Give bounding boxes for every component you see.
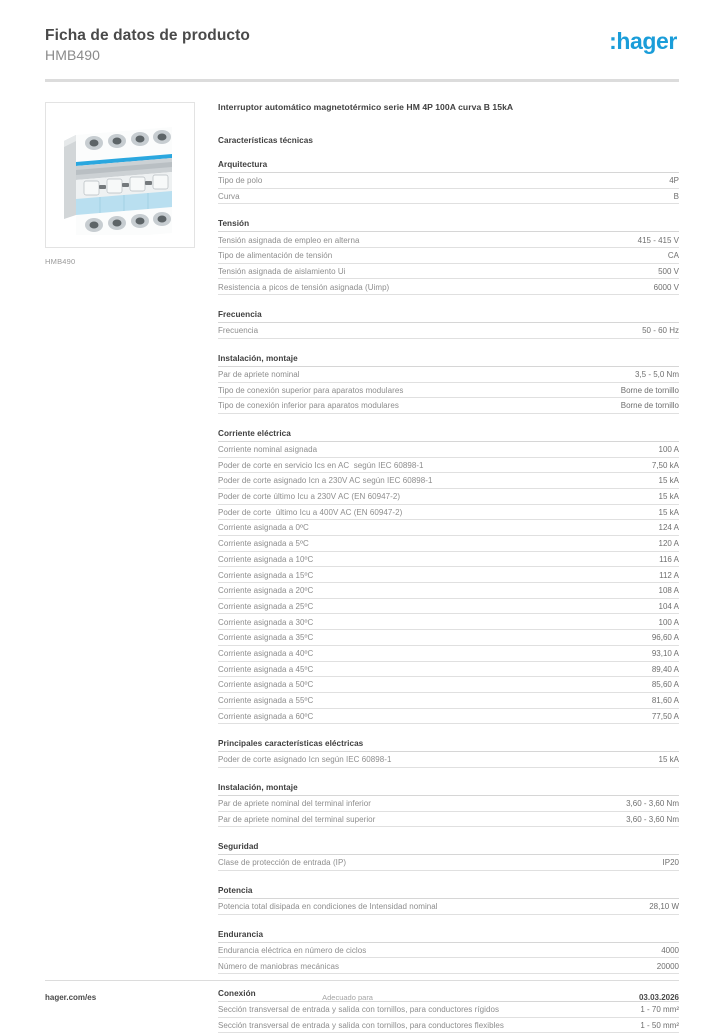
spec-value: 50 - 60 Hz	[642, 326, 679, 336]
page-title: Ficha de datos de producto	[45, 27, 250, 44]
spec-row	[218, 630, 679, 646]
spec-row	[218, 943, 679, 959]
spec-row	[218, 458, 679, 474]
spec-row	[218, 536, 679, 552]
spec-label: Corriente asignada a 0ºC	[218, 523, 309, 533]
spec-value: IP20	[662, 858, 679, 868]
spec-group	[218, 930, 679, 974]
spec-label: Resistencia a picos de tensión asignada (Uimp)	[218, 282, 390, 292]
spec-value: 100 A	[658, 445, 679, 454]
spec-row	[218, 398, 679, 414]
spec-row	[218, 489, 679, 505]
spec-row	[218, 677, 679, 693]
spec-label: Par de apriete nominal del terminal inferior	[218, 799, 371, 809]
product-description: Interruptor automático magnetotérmico serie HM 4P 100A curva B 15kA	[218, 102, 514, 113]
spec-row	[218, 505, 679, 521]
spec-group	[218, 310, 679, 339]
spec-row	[218, 264, 679, 280]
spec-row	[218, 473, 679, 489]
spec-row	[218, 693, 679, 709]
product-image-column	[45, 102, 215, 1033]
spec-label: Corriente asignada a 5ºC	[218, 539, 309, 549]
footer-note: Adecuado para	[322, 993, 373, 1002]
spec-row	[218, 442, 679, 458]
spec-group	[218, 842, 679, 871]
spec-group	[218, 219, 679, 295]
spec-group	[218, 886, 679, 915]
spec-value: 93,10 A	[651, 648, 679, 658]
spec-value: 108 A	[658, 586, 679, 596]
spec-label: Tipo de polo	[218, 176, 263, 186]
spec-group-title: Potencia	[218, 886, 679, 899]
spec-value: 15 kA	[658, 755, 679, 765]
spec-label: Tipo de conexión superior para aparatos modulares	[218, 385, 404, 395]
spec-label: Corriente asignada a 30ºC	[218, 617, 314, 627]
spec-group-title: Instalación, montaje	[218, 783, 679, 796]
spec-label: Curva	[218, 191, 240, 201]
spec-row	[218, 1018, 679, 1033]
product-image	[45, 102, 195, 248]
spec-value: 20000	[656, 961, 679, 971]
spec-label: Poder de corte último Icu a 230V AC (EN 60947-2)	[218, 492, 401, 502]
spec-row	[218, 646, 679, 662]
spec-value: 85,60 A	[651, 680, 679, 690]
spec-value: Borne de tornillo	[620, 401, 679, 411]
spec-group	[218, 160, 679, 204]
footer-website-link[interactable]: hager.com/es	[45, 993, 97, 1002]
spec-value: 15 kA	[658, 476, 679, 486]
spec-row	[218, 173, 679, 189]
spec-label: Par de apriete nominal	[218, 369, 300, 379]
circuit-breaker-icon	[54, 115, 186, 235]
spec-group-title: Endurancia	[218, 930, 679, 943]
spec-label: Par de apriete nominal del terminal superior	[218, 814, 376, 824]
spec-row	[218, 567, 679, 583]
spec-row	[218, 855, 679, 871]
spec-label: Tensión asignada de empleo en alterna	[218, 235, 360, 245]
spec-value: 120 A	[658, 539, 679, 549]
spec-label: Número de maniobras mecánicas	[218, 961, 340, 971]
spec-value: 104 A	[658, 601, 679, 611]
spec-group	[218, 739, 679, 768]
spec-row	[218, 583, 679, 599]
spec-value: 3,60 - 3,60 Nm	[626, 799, 679, 809]
spec-value: 89,40 A	[651, 664, 679, 674]
spec-value: B	[673, 191, 679, 201]
spec-value: 3,60 - 3,60 Nm	[626, 814, 679, 824]
spec-row	[218, 599, 679, 615]
spec-value: 15 kA	[658, 507, 679, 517]
spec-value: 112 A	[659, 570, 679, 580]
spec-group-title: Seguridad	[218, 842, 679, 855]
spec-label: Poder de corte asignado Icn según IEC 60898-1	[218, 755, 392, 765]
spec-group-title: Instalación, montaje	[218, 354, 679, 367]
spec-group-title: Frecuencia	[218, 310, 679, 323]
spec-group-title: Corriente eléctrica	[218, 429, 679, 442]
spec-row	[218, 752, 679, 768]
spec-group-title: Conexión	[218, 989, 679, 1002]
spec-group	[218, 429, 679, 724]
specifications-column	[215, 102, 679, 1033]
technical-characteristics-heading: Características técnicas	[218, 136, 313, 146]
spec-label: Corriente asignada a 55ºC	[218, 696, 314, 705]
spec-label: Corriente asignada a 60ºC	[218, 711, 314, 721]
spec-label: Tipo de alimentación de tensión	[218, 251, 333, 261]
spec-row	[218, 552, 679, 568]
spec-row	[218, 709, 679, 725]
page-content	[45, 82, 679, 1033]
spec-label: Corriente asignada a 15ºC	[218, 570, 314, 580]
spec-row	[218, 812, 679, 828]
spec-value: 28,10 W	[649, 902, 679, 912]
spec-label: Corriente asignada a 25ºC	[218, 601, 314, 611]
page-footer	[45, 980, 679, 1002]
spec-row	[218, 520, 679, 536]
spec-row	[218, 899, 679, 915]
spec-row	[218, 323, 679, 339]
spec-value: 3,5 - 5,0 Nm	[634, 369, 679, 379]
spec-value: 81,60 A	[651, 696, 679, 705]
page-header	[45, 0, 679, 65]
spec-value: 4000	[661, 945, 679, 955]
spec-value: 96,60 A	[651, 633, 679, 643]
spec-row	[218, 248, 679, 264]
product-reference: HMB490	[45, 47, 101, 64]
spec-label: Corriente asignada a 40ºC	[218, 648, 314, 658]
spec-row	[218, 614, 679, 630]
spec-label: Potencia total disipada en condiciones de Intensidad nominal	[218, 902, 438, 912]
spec-row	[218, 662, 679, 678]
spec-value: 1 - 70 mm²	[640, 1005, 679, 1015]
spec-label: Clase de protección de entrada (IP)	[218, 858, 347, 868]
spec-label: Corriente nominal asignada	[218, 445, 318, 454]
spec-value: 415 - 415 V	[637, 235, 679, 245]
spec-value: 15 kA	[658, 492, 679, 502]
spec-row	[218, 1002, 679, 1018]
spec-value: 77,50 A	[651, 711, 679, 721]
spec-label: Corriente asignada a 45ºC	[218, 664, 314, 674]
spec-label: Tensión asignada de aislamiento Ui	[218, 266, 346, 276]
spec-row	[218, 367, 679, 383]
spec-label: Poder de corte asignado Icn a 230V AC según IEC 60898-1	[218, 476, 433, 486]
spec-value: Borne de tornillo	[620, 385, 679, 395]
spec-label: Corriente asignada a 20ºC	[218, 586, 314, 596]
spec-value: 124 A	[658, 523, 679, 533]
spec-group	[218, 354, 679, 414]
spec-row	[218, 189, 679, 205]
spec-row	[218, 958, 679, 974]
spec-value: 100 A	[658, 617, 679, 627]
spec-group-title: Arquitectura	[218, 160, 679, 173]
footer-content	[45, 981, 679, 1002]
spec-label: Corriente asignada a 10ºC	[218, 554, 314, 564]
spec-label: Poder de corte último Icu a 400V AC (EN 60947-2)	[218, 507, 403, 517]
spec-row	[218, 383, 679, 399]
spec-groups	[218, 160, 679, 1033]
spec-row	[218, 232, 679, 248]
spec-value: 7,50 kA	[651, 460, 679, 470]
spec-label: Corriente asignada a 50ºC	[218, 680, 314, 690]
spec-group-title: Tensión	[218, 219, 679, 232]
spec-label: Endurancia eléctrica en número de ciclos	[218, 945, 367, 955]
spec-label: Poder de corte en servicio Ics en AC según IEC 60898-1	[218, 460, 424, 470]
hager-logo: :hager	[609, 28, 677, 54]
spec-group	[218, 783, 679, 827]
spec-label: Sección transversal de entrada y salida con tornillos, para conductores flexibles	[218, 1020, 504, 1030]
spec-value: 4P	[669, 176, 679, 186]
spec-label: Corriente asignada a 35ºC	[218, 633, 314, 643]
footer-date: 03.03.2026	[638, 993, 679, 1002]
spec-value: 116 A	[659, 554, 679, 564]
spec-row	[218, 279, 679, 295]
spec-value: 1 - 50 mm²	[640, 1020, 679, 1030]
spec-value: 6000 V	[653, 282, 679, 292]
spec-label: Tipo de conexión inferior para aparatos modulares	[218, 401, 399, 411]
spec-value: 500 V	[658, 266, 679, 276]
header-titles	[45, 24, 250, 65]
spec-value: CA	[667, 251, 679, 261]
product-image-caption: HMB490	[45, 257, 76, 267]
spec-row	[218, 796, 679, 812]
spec-group-title: Principales características eléctricas	[218, 739, 679, 752]
spec-label: Frecuencia	[218, 326, 259, 336]
spec-label: Sección transversal de entrada y salida con tornillos, para conductores rígidos	[218, 1005, 499, 1015]
